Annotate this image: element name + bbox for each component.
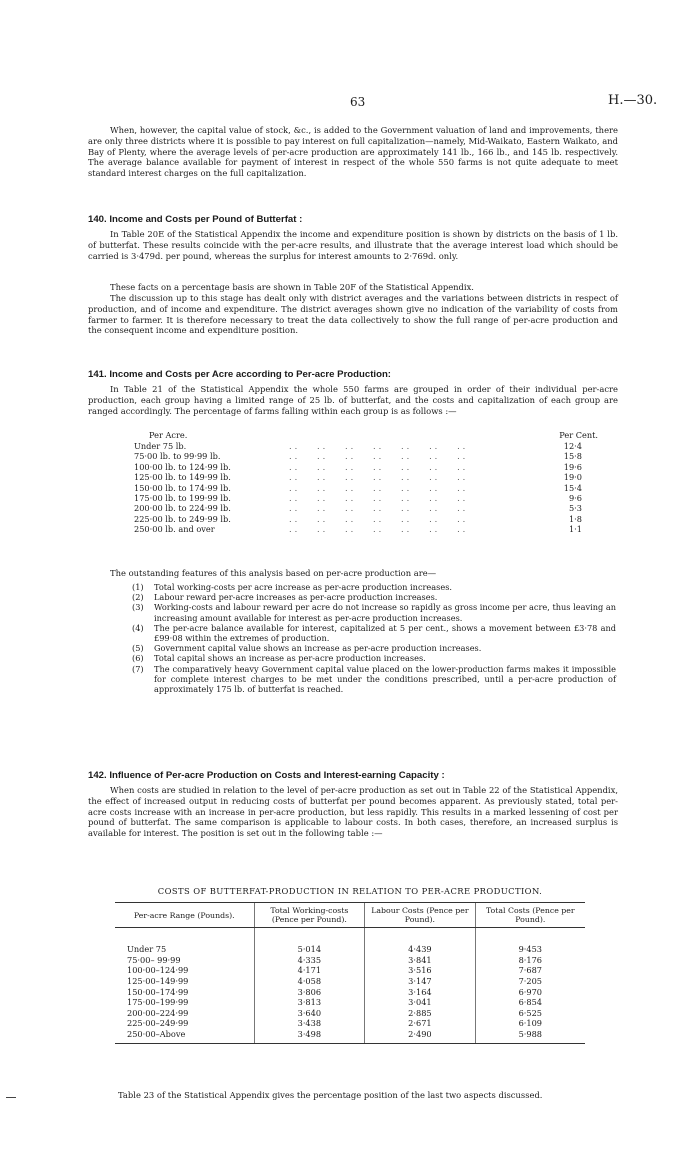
- features-intro: The outstanding features of this analysis based on per-acre production are—: [110, 568, 437, 578]
- column-header: Total Working-costs (Pence per Pound).: [254, 903, 365, 928]
- total-costs-cell: 6·109: [475, 1018, 585, 1029]
- footnote: Table 23 of the Statistical Appendix gives the percentage position of the last two aspects discussed.: [118, 1090, 543, 1100]
- labour-costs-cell: 2·885: [365, 1008, 475, 1019]
- range-label: 200·00 lb. to 224·99 lb.: [134, 503, 231, 514]
- percent-value: 19·6: [563, 461, 582, 472]
- range-label: 175·00 lb. to 199·99 lb.: [134, 492, 231, 503]
- range-cell: 225·00–249·99: [127, 1018, 189, 1029]
- working-costs-cell: 5·014: [254, 944, 365, 955]
- total-costs-cell: 6·525: [475, 1008, 585, 1019]
- total-costs-cell: 9·453: [475, 944, 585, 955]
- features-list: [132, 582, 616, 694]
- feature-item: [132, 592, 616, 602]
- feature-item: [132, 582, 616, 592]
- leader-dots: .. .. .. .. .. .. ..: [289, 451, 469, 462]
- table-caption: COSTS OF BUTTERFAT-PRODUCTION IN RELATION TO PER-ACRE PRODUCTION.: [157, 886, 543, 896]
- margin-mark: [6, 1097, 16, 1098]
- per-cent-header: Per Cent.: [559, 430, 598, 440]
- total-costs-cell: 8·176: [475, 955, 585, 966]
- feature-number: (1): [132, 582, 144, 592]
- section-140-text-2: These facts on a percentage basis are shown in Table 20F of the Statistical Appendix.: [110, 282, 474, 292]
- range-cell: 200·00–224·99: [127, 1007, 189, 1018]
- column-header: Per-acre Range (Pounds).: [115, 903, 254, 928]
- distribution-row: [134, 514, 598, 524]
- costs-table: [115, 902, 585, 1044]
- labour-costs-cell: 3·147: [365, 976, 475, 987]
- total-costs-cell: 6·970: [475, 986, 585, 997]
- table-row: [115, 944, 585, 955]
- section-141-heading: 141. Income and Costs per Acre according to Per-acre Production:: [88, 369, 391, 380]
- range-cell: 150·00–174·99: [127, 986, 189, 997]
- section-140-text-1: In Table 20E of the Statistical Appendix the income and expenditure position is shown by districts on the basis of 1 lb. of butterfat. These results coincide with the per-acre results, and illustrate that the average interest load which should be carried is 3·479d. per pound, whereas the surplus for interest amounts to 2·769d. only.: [88, 229, 618, 261]
- working-costs-cell: 3·813: [254, 997, 365, 1008]
- percent-value: 9·6: [568, 492, 582, 503]
- percent-value: 15·8: [563, 451, 582, 462]
- percent-value: 5·3: [568, 503, 582, 514]
- feature-text: Total working-costs per acre increase as per-acre production increases.: [154, 582, 453, 592]
- labour-costs-cell: 4·439: [365, 944, 475, 955]
- range-label: 250·00 lb. and over: [134, 524, 215, 535]
- feature-number: (3): [132, 602, 144, 613]
- feature-text: The per-acre balance available for interest, capitalized at 5 per cent., shows a movement between £3·78 and £99·08 within the extremes of production.: [154, 622, 616, 644]
- table-spacer-row: [115, 928, 585, 945]
- range-cell: 75·00– 99·99: [127, 954, 181, 965]
- percent-value: 1·8: [568, 513, 582, 524]
- percent-value: 12·4: [563, 441, 582, 451]
- table-row: [115, 997, 585, 1008]
- distribution-row: [134, 524, 598, 534]
- distribution-row: [134, 472, 598, 482]
- range-label: 225·00 lb. to 249·99 lb.: [134, 513, 231, 524]
- leader-dots: .. .. .. .. .. .. ..: [289, 524, 469, 535]
- distribution-row: [134, 451, 598, 461]
- feature-number: (2): [132, 592, 144, 603]
- feature-number: (6): [132, 653, 144, 664]
- percent-value: 1·1: [568, 524, 582, 535]
- page-number: 63: [350, 95, 366, 109]
- feature-text: Government capital value shows an increase as per-acre production increases.: [154, 643, 482, 654]
- feature-text: The comparatively heavy Government capital value placed on the lower-production farms makes it impossible for complete interest charges to be met under the conditions prescribed, until a per-acre production of approximately 175 lb. of butterfat is reached.: [154, 663, 616, 695]
- column-header: Total Costs (Pence per Pound).: [475, 903, 585, 928]
- percent-value: 15·4: [563, 482, 582, 493]
- table-row: [115, 976, 585, 987]
- table-header-row: [115, 903, 585, 928]
- section-142-heading: 142. Influence of Per-acre Production on Costs and Interest-earning Capacity :: [88, 770, 445, 781]
- labour-costs-cell: 3·516: [365, 965, 475, 976]
- feature-number: (7): [132, 663, 144, 674]
- table-row: [115, 1018, 585, 1029]
- working-costs-cell: 3·498: [254, 1029, 365, 1044]
- section-140-paragraph-2: [88, 282, 618, 293]
- distribution-row: [134, 483, 598, 493]
- total-costs-cell: 7·205: [475, 976, 585, 987]
- feature-text: Total capital shows an increase as per-acre production increases.: [154, 653, 426, 664]
- working-costs-cell: 4·335: [254, 955, 365, 966]
- working-costs-cell: 4·058: [254, 976, 365, 987]
- leader-dots: .. .. .. .. .. .. ..: [289, 472, 469, 483]
- distribution-header: [134, 430, 598, 441]
- section-141-paragraph: [88, 384, 618, 416]
- working-costs-cell: 3·438: [254, 1018, 365, 1029]
- table-row: [115, 1029, 585, 1044]
- range-cell: Under 75: [127, 944, 167, 955]
- feature-item: [132, 602, 616, 622]
- section-142-paragraph: [88, 785, 618, 839]
- distribution-row: [134, 462, 598, 472]
- per-acre-header: Per Acre.: [149, 430, 188, 440]
- leader-dots: .. .. .. .. .. .. ..: [289, 513, 469, 524]
- section-142-text: When costs are studied in relation to the level of per-acre production as set out in Table 22 of the Statistical Appendix, the effect of increased output in reducing costs of butterfat per pound becomes apparent. As previously stated, total per-acre costs increase with an increase in per-acre production, but less rapidly. This results in a marked lessening of cost per pound of butterfat. The same comparison is applicable to labour costs. In both cases, therefore, an increased surplus is available for interest. The position is set out in the following table :—: [88, 785, 618, 839]
- leader-dots: .. .. .. .. .. .. ..: [289, 492, 469, 503]
- range-label: 125·00 lb. to 149·99 lb.: [134, 472, 231, 483]
- labour-costs-cell: 3·041: [365, 997, 475, 1008]
- labour-costs-cell: 2·490: [365, 1029, 475, 1044]
- percent-value: 19·0: [563, 472, 582, 483]
- distribution-row: [134, 493, 598, 503]
- intro-paragraph: [88, 125, 618, 179]
- leader-dots: .. .. .. .. .. .. ..: [289, 503, 469, 514]
- table-row: [115, 986, 585, 997]
- document-code: H.—30.: [608, 93, 658, 108]
- feature-number: (4): [132, 622, 144, 633]
- feature-text: Working-costs and labour reward per acre do not increase so rapidly as gross income per acre, thus leaving an increasing amount available for interest as per-acre production increases.: [154, 602, 616, 623]
- table-row: [115, 1008, 585, 1019]
- feature-item: [132, 623, 616, 643]
- feature-item: [132, 643, 616, 653]
- range-label: 100·00 lb. to 124·99 lb.: [134, 461, 231, 472]
- total-costs-cell: 6·854: [475, 997, 585, 1008]
- distribution-row: [134, 503, 598, 513]
- feature-item: [132, 664, 616, 695]
- table-row: [115, 965, 585, 976]
- table-row: [115, 955, 585, 966]
- leader-dots: .. .. .. .. .. .. ..: [289, 461, 469, 472]
- section-141-text: In Table 21 of the Statistical Appendix the whole 550 farms are grouped in order of their individual per-acre production, each group having a limited range of 25 lb. of butterfat, and the costs and capitalization of each group are ranged accordingly. The percentage of farms falling within each group is as follows :—: [88, 384, 618, 416]
- working-costs-cell: 4·171: [254, 965, 365, 976]
- labour-costs-cell: 3·841: [365, 955, 475, 966]
- distribution-row: [134, 441, 598, 451]
- range-label: Under 75 lb.: [134, 441, 187, 451]
- leader-dots: .. .. .. .. .. .. ..: [289, 441, 469, 451]
- total-costs-cell: 7·687: [475, 965, 585, 976]
- column-header: Labour Costs (Pence per Pound).: [365, 903, 475, 928]
- feature-text: Labour reward per-acre increases as per-acre production increases.: [154, 592, 438, 603]
- section-140-paragraph-3: [88, 293, 618, 336]
- total-costs-cell: 5·988: [475, 1029, 585, 1044]
- range-cell: 175·00–199·99: [127, 997, 189, 1008]
- feature-item: [132, 653, 616, 663]
- leader-dots: .. .. .. .. .. .. ..: [289, 482, 469, 493]
- working-costs-cell: 3·640: [254, 1008, 365, 1019]
- range-cell: 100·00–124·99: [127, 965, 189, 976]
- labour-costs-cell: 3·164: [365, 986, 475, 997]
- section-140-text-3: The discussion up to this stage has dealt only with district averages and the variations between districts in respect of production, and of income and expenditure. The district averages shown give no indication of the variability of costs from farmer to farmer. It is therefore necessary to treat the data collectively to show the full range of per-acre production and the consequent income and expenditure position.: [88, 293, 618, 336]
- working-costs-cell: 3·806: [254, 986, 365, 997]
- range-cell: 250·00–Above: [115, 1029, 254, 1044]
- labour-costs-cell: 2·671: [365, 1018, 475, 1029]
- intro-text: When, however, the capital value of stock, &c., is added to the Government valuation of land and improvements, there are only three districts where it is possible to pay interest on full capitalization—namely, Mid-Waikato, Eastern Waikato, and Bay of Plenty, where the average levels of per-acre production are approximately 141 lb., 166 lb., and 145 lb. respectively. The average balance available for payment of interest in respect of the whole 550 farms is not quite adequate to meet standard interest charges on the full capitalization.: [88, 125, 618, 179]
- range-label: 150·00 lb. to 174·99 lb.: [134, 482, 231, 493]
- range-cell: 125·00–149·99: [127, 976, 189, 987]
- distribution-list: [134, 430, 598, 535]
- range-label: 75·00 lb. to 99·99 lb.: [134, 451, 221, 462]
- section-140-heading: 140. Income and Costs per Pound of Butterfat :: [88, 214, 303, 225]
- feature-number: (5): [132, 643, 144, 654]
- section-140-paragraph-1: [88, 229, 618, 261]
